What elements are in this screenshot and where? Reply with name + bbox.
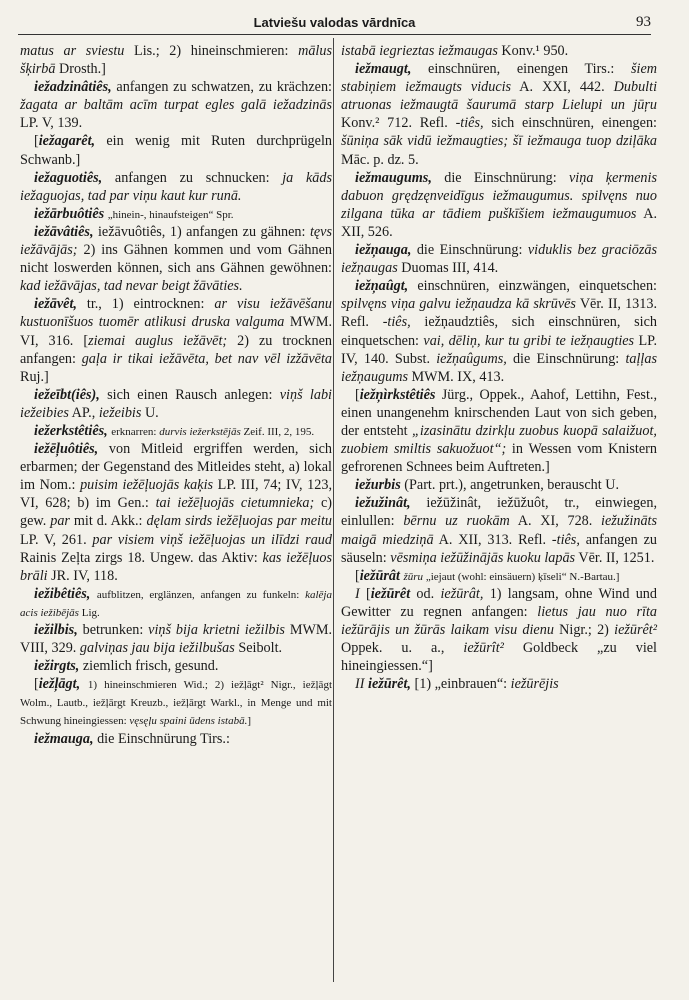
dictionary-entry: iežaguotiês, anfangen zu schnucken: ja kāds iežaguojas, tad par viņu kaut kur runā. — [20, 169, 332, 204]
page-number: 93 — [636, 14, 651, 30]
dictionary-entry: iežāvâtiês, iežāvuôtiês, 1) anfangen zu gähnen: tęvs iežāvājās; 2) ins Gähnen kommen und vom Gähnen nicht loswerden können, sich ans Gähnen gewöhnen: kad iežāvājas, tad nevar beigt žāvāties. — [20, 223, 332, 295]
page-title: Latviešu valodas vārdnīca — [253, 15, 416, 30]
dictionary-entry: [iežņìrkstêtiês Jürg., Oppek., Aahof, Lettihn, Fest., einen unangenehm knirschenden Laut von sich geben, der entsteht „izasinātu dzirkļu zuobus kuopā salaižuot, zuobiem smiltis sakuožuot“; in Wessen vom Knistern gefrorenen Schnees beim Auftreten.] — [341, 386, 657, 476]
dictionary-entry: iežņaûgt, einschnüren, einzwängen, einquetschen: spilvęns viņa galvu iežņaudza kā skrūvēs Vēr. II, 1313. Refl. -tiês, iežņaudztiês, sich einschnüren, sich einquetschen: vai, dēliņ, kur tu gribi te iežņaugties LP. IV, 140. Subst. iežņaûgums, die Einschnürung: taļļas iežņaugums MWM. IX, 413. — [341, 278, 658, 385]
dictionary-entry: iežārbuôtiês „hinein-, hinaufsteigen“ Spr. — [34, 205, 234, 222]
dictionary-entry: [iežļāgt, 1) hineinschmieren Wid.; 2) iežļāgt² Nigr., iežļāgt Wolm., Lautb., iežļārgt Kreuzb., iežļārgt Warkl., in Menge und mit Schwung hineingiessen: vęsęļu spaini ūdens istabā.] — [20, 676, 332, 728]
dictionary-entry: iežmaugums, die Einschnürung: viņa ķermenis dabuon grędzęnveidīgus iežmaugumus. spilvęns nuo zilgana tūka ar tādiem puškīšiem iežmaugumuos A. XII, 526. — [341, 169, 657, 240]
dictionary-entry: iežeībt(iês), sich einen Rausch anlegen: viņš labi iežeibies AP., iežeibis U. — [20, 386, 332, 421]
column-divider — [333, 38, 334, 982]
left-column — [20, 42, 332, 748]
dictionary-entry: iežadzinâtiês, anfangen zu schwatzen, zu krächzen: žagata ar baltām acīm turpat egles galā iežadzinās LP. V, 139. — [20, 79, 332, 132]
dictionary-entry: iežņauga, die Einschnürung: viduklis bez graciōzās iežņaugas Duomas III, 414. — [341, 242, 658, 277]
dictionary-entry: iežāvêt, tr., 1) eintrocknen: ar visu iežāvēšanu kustuonīšuos tuomēr atlikusi druska valguma MWM. VI, 316. [ziemai auglus iežāvēt; 2) zu trocknen anfangen: gaļa ir tikai iežāvēta, bet nav vēl izžāvēta Ruj.] — [20, 296, 333, 385]
dictionary-entry: iežužinât, iežūžinât, iežūžuôt, tr., einwiegen, einlullen: bērnu uz ruokām A. XI, 728. iežužināts maigā miedziņā A. XII, 313. Refl. -tiês, anfangen zu säuseln: vēsmiņa iežūžinājās kuoku lapās Vēr. II, 1251. — [341, 495, 658, 566]
dictionary-entry: II iežūrêt, [1) „einbrauen“: iežūrējis — [355, 676, 559, 693]
dictionary-entry: iežirgts, ziemlich frisch, gesund. — [34, 658, 219, 675]
dictionary-entry: iežerkstêtiês, erknarren: durvis iežerkstējās Zeif. III, 2, 195. — [34, 422, 315, 439]
dictionary-entry: iežēļuôtiês, von Mitleid ergriffen werden, sich erbarmen; der Gegenstand des Mitleides steht, a) lokal im Nom.: puisim iežēļuojās kaķis LP. III, 74; IV, 123, VI, 628; b) im Gen.: tai iežēļuojās cietumnieka; c) gew. par mit d. Akk.: dęlam sirds iežēļuojas par meitu LP. V, 261. par visiem viņš iežēļuojas un ilīdzi raud Rainis Zeļta zirgs 18. Ungew. das Aktiv: kas iežēļuos brāli JR. IV, 118. — [20, 441, 333, 584]
dictionary-entry: I [iežūrêt od. iežūrât, 1) langsam, ohne Wind und Gewitter zu regnen anfangen: lietus jau nuo rīta iežūrājis un žūrās laikam visu dienu Nigr.; 2) iežūrêt² Oppek. u. a., iežūrît² Goldbeck „zu viel hineingiessen.“] — [341, 585, 658, 675]
page-header — [18, 14, 651, 35]
dictionary-entry: iežurbis (Part. prt.), angetrunken, berauscht U. — [355, 477, 619, 494]
dictionary-entry: matus ar sviestu Lis.; 2) hineinschmieren: mālus šķirbā Drosth.] — [20, 43, 332, 78]
dictionary-entry: iežmaugt, einschnüren, einengen Tirs.: šiem stabiņiem iežmaugts viducis A. XXI, 442. Dubulti atruonas iežmaugtā šaurumā starp Lielupi un jūŗu Konv.² 712. Refl. -tiês, sich einschnüren, einengen: šūniņa sāk vidū iežmaugties; šī iežmauga tuop dziļāka Māc. p. dz. 5. — [341, 61, 658, 168]
dictionary-entry: [iežūrât žūru „iejaut (wohl: einsäuern) ķīseli“ N.-Bartau.] — [355, 567, 620, 584]
dictionary-entry: iežmauga, die Einschnürung Tirs.: — [34, 730, 230, 747]
right-column — [341, 42, 657, 693]
dictionary-entry: iežilbis, betrunken: viņš bija krietni iežilbis MWM. VIII, 329. galviņas jau bija iežilbušas Seibolt. — [20, 622, 332, 657]
dictionary-entry: istabā iegrieztas iežmaugas Konv.¹ 950. — [341, 43, 569, 59]
dictionary-entry: [iežagarêt, ein wenig mit Ruten durchprügeln Schwanb.] — [20, 133, 332, 168]
dictionary-entry: iežibêtiês, aufblitzen, erglänzen, anfangen zu funkeln: kalēja acis iežibējās Lig. — [20, 585, 332, 619]
